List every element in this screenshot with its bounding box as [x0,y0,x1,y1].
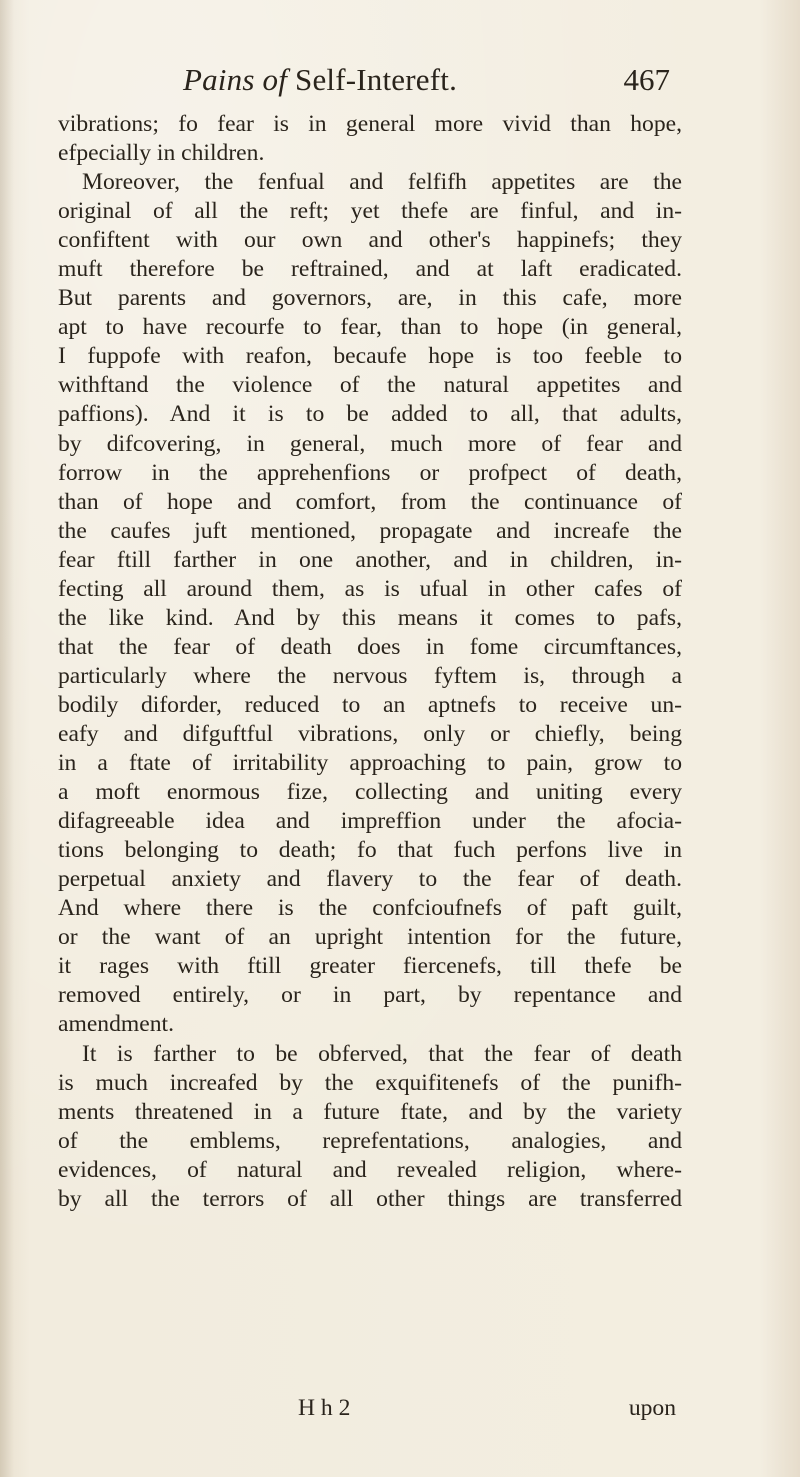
text-line: amendment. [58,1011,174,1038]
text-line: forrow in the apprehenfions or profpect of death, [58,459,682,486]
catchword: upon [628,1395,676,1421]
text-line: removed entirely, or in part, by repentance and [58,982,682,1009]
text-line: fear ftill farther in one another, and in children, in- [58,546,682,573]
text-line: And where there is the confcioufnefs of paft guilt, [58,895,682,922]
text-line: particularly where the nervous fyftem is, through a [58,662,682,689]
text-line: evidences, of natural and revealed religion, where- [58,1156,682,1183]
body-text [58,110,682,1214]
page-number: 467 [623,62,670,97]
text-line: it rages with ftill greater fiercenefs, till thefe be [58,953,682,980]
running-title [0,62,640,98]
text-line: paffions). And it is to be added to all, that adults, [58,401,682,428]
page-header [0,62,800,102]
text-line: a moft enormous fize, collecting and uniting every [58,779,682,806]
text-line: confiftent with our own and other's happinefs; they [58,227,682,254]
text-line: But parents and governors, are, in this cafe, more [58,285,682,312]
text-line: in a ftate of irritability approaching to pain, grow to [58,750,682,777]
text-line: It is farther to be obferved, that the fear of death [82,1040,682,1067]
running-title-prefix: Pains of [182,62,288,97]
text-line: that the fear of death does in fome circumftances, [58,633,682,660]
text-line: perpetual anxiety and flavery to the fear of death. [58,866,682,893]
text-line: difagreeable idea and impreffion under the afocia- [58,808,682,835]
text-line: original of all the reft; yet thefe are finful, and in- [58,198,682,225]
text-line: by all the terrors of all other things are transferred [58,1185,682,1212]
text-line: efpecially in children. [58,140,265,167]
text-line: than of hope and comfort, from the continuance of [58,488,682,515]
text-line: apt to have recourfe to fear, than to hope (in general, [58,314,682,341]
text-line: eafy and difguftful vibrations, only or chiefly, being [58,720,682,747]
text-line: Moreover, the fenfual and felfifh appetites are the [82,169,682,196]
text-line: of the emblems, reprefentations, analogies, and [58,1127,682,1154]
text-line: I fuppofe with reafon, becaufe hope is too feeble to [58,343,682,370]
text-line: muft therefore be reftrained, and at laft eradicated. [58,256,682,283]
text-line: the like kind. And by this means it comes to pafs, [58,604,682,631]
running-title-suffix: Self-Intereft. [295,62,458,97]
text-line: vibrations; fo fear is in general more vivid than hope, [58,111,682,137]
page-footer [58,1395,682,1427]
text-line: by difcovering, in general, much more of fear and [58,430,682,457]
text-line: withftand the violence of the natural appetites and [58,372,682,399]
text-line: the caufes juft mentioned, propagate and increafe the [58,517,682,544]
signature-mark: H h 2 [298,1395,351,1421]
text-line: or the want of an upright intention for the future, [58,924,682,951]
text-line: tions belonging to death; fo that fuch perfons live in [58,837,682,864]
text-line: fecting all around them, as is ufual in other cafes of [58,575,682,602]
text-line: bodily diforder, reduced to an aptnefs to receive un- [58,691,682,718]
text-line: is much increafed by the exquifitenefs of the punifh- [58,1069,682,1096]
page-edge-shadow [0,0,14,1477]
text-line: ments threatened in a future ftate, and by the variety [58,1098,682,1125]
